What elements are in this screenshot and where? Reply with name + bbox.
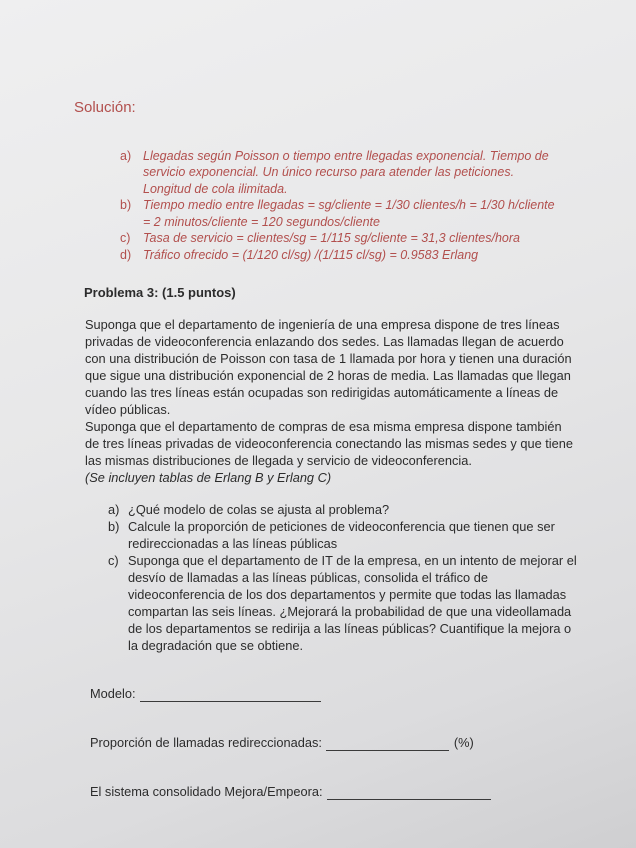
question-line: Suponga que el departamento de IT de la empresa, en un intento de mejorar el: [128, 552, 577, 568]
answer-model-row: [90, 685, 321, 702]
question-line: redireccionadas a las líneas públicas: [128, 535, 338, 551]
solution-line: Tasa de servicio = clientes/sg = 1/115 sg/cliente = 31,3 clientes/hora: [143, 231, 520, 246]
solution-item-text: [143, 148, 549, 198]
solution-item-text: [143, 197, 555, 230]
solution-item-label: c): [120, 231, 131, 246]
statement-line: Suponga que el departamento de compras de esa misma empresa dispone también: [85, 418, 562, 434]
solution-line: = 2 minutos/cliente = 120 segundos/cliente: [143, 214, 380, 229]
solution-line: servicio exponencial. Un único recurso para atender las peticiones.: [143, 165, 515, 180]
statement-line: cuando las tres líneas están ocupadas son redirigidas automáticamente a líneas de: [85, 384, 559, 400]
solution-heading: Solución:: [74, 99, 136, 116]
answer-ratio-label: Proporción de llamadas redireccionadas:: [90, 734, 322, 750]
solution-item-label: d): [120, 248, 132, 263]
answer-ratio-unit: (%): [453, 734, 474, 750]
solution-item-text: [143, 230, 520, 247]
question-line: compartan las seis líneas. ¿Mejorará la probabilidad de que una videollamada: [128, 603, 572, 619]
statement-line: de tres líneas privadas de videoconferencia conectando las mismas sedes y que tiene: [85, 435, 573, 451]
solution-item-d: [120, 247, 555, 264]
statement-line: con una distribución de Poisson con tasa de 1 llamada por hora y tienen una duración: [85, 350, 572, 366]
question-line: Calcule la proporción de peticiones de videoconferencia que tienen que ser: [128, 518, 555, 534]
question-c: [108, 552, 577, 654]
answer-system-blank: [327, 786, 491, 800]
solution-item-b: [120, 197, 555, 230]
solution-line: Llegadas según Poisson o tiempo entre llegadas exponencial. Tiempo de: [143, 148, 549, 163]
solution-item-a: [120, 148, 555, 198]
answer-system-label: El sistema consolidado Mejora/Empeora:: [90, 783, 323, 799]
statement-line: que sigue una distribución exponencial de 2 horas de media. Las llamadas que llegan: [85, 367, 571, 383]
question-text: [128, 518, 555, 552]
question-line: de los departamentos se redirija a las líneas públicas? Cuantifique la mejora o: [128, 620, 572, 636]
solution-item-c: [120, 230, 555, 247]
question-b: [108, 518, 577, 552]
solution-line: Tráfico ofrecido = (1/120 cl/sg) /(1/115 cl/sg) = 0.9583 Erlang: [143, 248, 479, 263]
tables-note: (Se incluyen tablas de Erlang B y Erlang C): [85, 469, 332, 485]
question-line: la degradación que se obtiene.: [128, 637, 304, 653]
answer-ratio-blank: [326, 737, 449, 751]
question-label: c): [108, 552, 119, 568]
statement-line: las mismas distribuciones de llegada y servicio de videoconferencia.: [85, 452, 472, 468]
answer-ratio-row: [90, 734, 474, 751]
question-a: [108, 501, 577, 518]
question-label: a): [108, 501, 120, 517]
question-line: desvío de llamadas a las líneas públicas, consolida el tráfico de: [128, 569, 488, 585]
question-text: [128, 501, 389, 518]
solution-line: Tiempo medio entre llegadas = sg/cliente = 1/30 clientes/h = 1/30 h/cliente: [143, 198, 555, 213]
question-line: videoconferencia de los dos departamentos y permite que todas las llamadas: [128, 586, 567, 602]
solution-item-label: a): [120, 148, 132, 163]
problem-statement: [85, 316, 573, 486]
answer-model-blank: [140, 688, 321, 702]
solution-item-label: b): [120, 198, 132, 213]
answer-model-label: Modelo:: [90, 685, 136, 701]
problem-title: Problema 3: (1.5 puntos): [84, 285, 236, 300]
question-line: ¿Qué modelo de colas se ajusta al problema?: [128, 501, 390, 517]
question-text: [128, 552, 577, 654]
solution-item-text: [143, 247, 478, 264]
solution-line: Longitud de cola ilimitada.: [143, 181, 288, 196]
question-list: [108, 501, 577, 654]
question-label: b): [108, 518, 120, 534]
statement-line: vídeo públicas.: [85, 401, 171, 417]
statement-line: privadas de videoconferencia enlazando dos sedes. Las llamadas llegan de acuerdo: [85, 333, 564, 349]
statement-line: Suponga que el departamento de ingeniería de una empresa dispone de tres líneas: [85, 316, 560, 332]
answer-system-row: [90, 783, 491, 800]
solution-list: [120, 148, 555, 264]
